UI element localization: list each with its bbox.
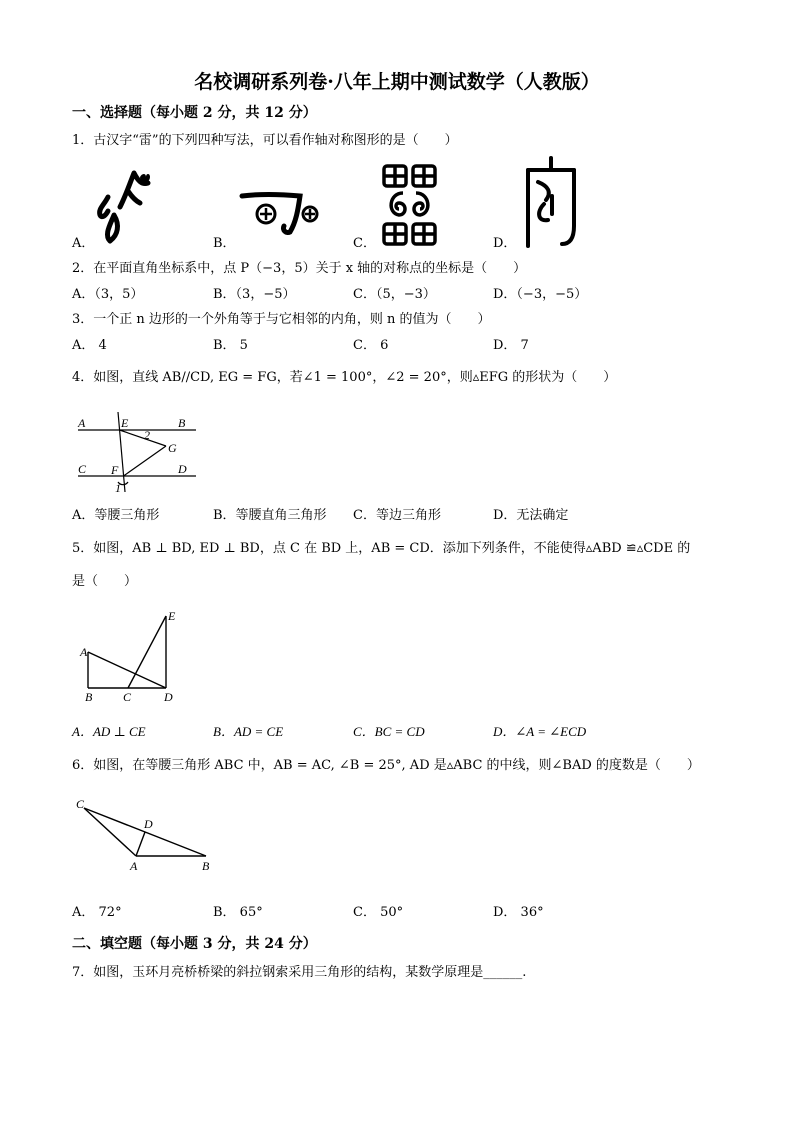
q4-label-f: F (111, 463, 119, 477)
q3-option-d: D． 7 (493, 338, 529, 353)
q6-label-d: D (144, 817, 153, 831)
q6-option-d: D． 36° (493, 905, 544, 920)
question-4-stem: 4．如图，直线 AB//CD, EG = FG，若∠1 = 100°，∠2 = 20°，则▵EFG 的形状为（ ） (72, 370, 617, 385)
q4-option-a: A．等腰三角形 (72, 508, 160, 523)
q4-option-c: C．等边三角形 (353, 508, 441, 523)
q1-option-d: D． (493, 236, 517, 251)
q6-option-b: B． 65° (213, 905, 263, 920)
q5-label-e: E (168, 609, 176, 623)
q6-figure (74, 797, 214, 873)
q6-label-c: C (76, 797, 85, 811)
q1-glyph-c (381, 163, 439, 247)
q4-option-b: B．等腰直角三角形 (213, 508, 327, 523)
q2-option-c: C．（5，−3） (353, 287, 436, 302)
q4-option-d: D．无法确定 (493, 508, 569, 523)
section-fill-heading: 二、填空题（每小题 3 分，共 24 分） (72, 936, 317, 952)
question-7-stem: 7．如图，玉环月亮桥桥梁的斜拉钢索采用三角形的结构，某数学原理是______. (72, 965, 527, 980)
question-5-stem-cont: 是（ ） (72, 574, 138, 589)
q6-option-a: A． 72° (72, 905, 122, 920)
q5-label-b: B (85, 690, 93, 704)
q2-option-a: A．（3，5） (72, 287, 144, 302)
q6-label-a: A (130, 859, 138, 873)
q5-option-b: B．AD = CE (213, 724, 284, 739)
q5-label-c: C (123, 690, 132, 704)
q1-glyph-b (238, 188, 328, 238)
q5-figure (78, 608, 188, 704)
page-title: 名校调研系列卷·八年上期中测试数学（人教版） (194, 71, 600, 93)
q5-option-a: A．AD ⊥ CE (72, 724, 146, 739)
q1-option-b: B． (213, 236, 236, 251)
q4-label-2: 2 (144, 428, 150, 442)
q3-option-a: A． 4 (72, 338, 107, 353)
question-5-stem: 5．如图，AB ⊥ BD, ED ⊥ BD，点 C 在 BD 上，AB = CD．添加下列条件，不能使得▵ABD ≌▵CDE 的 (72, 541, 691, 556)
question-3-stem: 3．一个正 n 边形的一个外角等于与它相邻的内角，则 n 的值为（ ） (72, 312, 491, 327)
q6-label-b: B (202, 859, 210, 873)
q5-option-d: D．∠A = ∠ECD (493, 724, 587, 739)
q3-option-c: C． 6 (353, 338, 389, 353)
q2-option-b: B．（3，−5） (213, 287, 296, 302)
q1-option-c: C． (353, 236, 376, 251)
q5-option-c: C．BC = CD (353, 724, 425, 739)
q1-glyph-a (90, 165, 160, 245)
q4-label-a: A (78, 416, 86, 430)
q5-label-d: D (164, 690, 173, 704)
q4-label-d: D (178, 462, 187, 476)
q4-label-c: C (78, 462, 87, 476)
q5-label-a: A (80, 645, 88, 659)
question-6-stem: 6．如图，在等腰三角形 ABC 中，AB = AC, ∠B = 25°, AD 是▵ABC 的中线，则∠BAD 的度数是（ ） (72, 758, 700, 773)
q6-option-c: C． 50° (353, 905, 404, 920)
section-choice-heading: 一、选择题（每小题 2 分，共 12 分） (72, 105, 317, 121)
question-1-stem: 1．古汉字“雷”的下列四种写法，可以看作轴对称图形的是（ ） (72, 133, 458, 148)
q3-option-b: B． 5 (213, 338, 248, 353)
q4-label-e: E (121, 416, 129, 430)
q4-label-b: B (178, 416, 186, 430)
q4-figure (74, 412, 204, 496)
q1-glyph-d (522, 156, 580, 248)
q4-label-1: 1 (115, 481, 121, 495)
question-2-stem: 2．在平面直角坐标系中，点 P（−3，5）关于 x 轴的对称点的坐标是（ ） (72, 261, 527, 276)
q4-label-g: G (168, 441, 177, 455)
q1-option-a: A． (72, 236, 95, 251)
q2-option-d: D．（−3，−5） (493, 287, 588, 302)
